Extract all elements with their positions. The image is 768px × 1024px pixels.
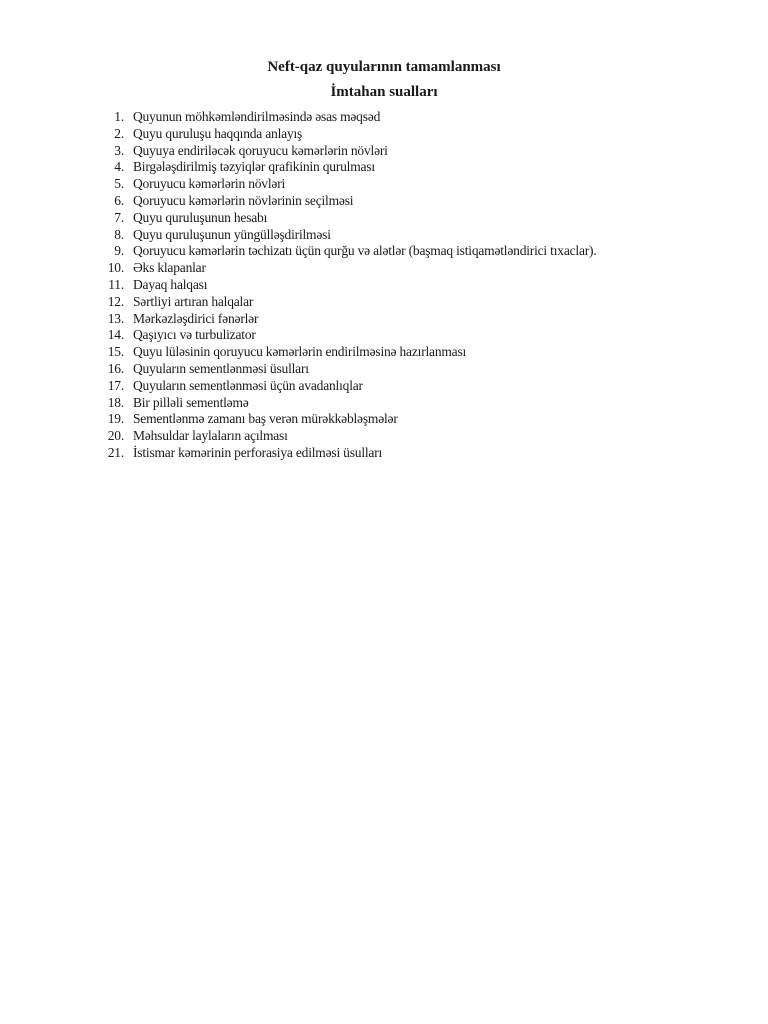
question-text: Məhsuldar laylaların açılması — [133, 428, 288, 444]
list-item — [100, 411, 740, 428]
list-item — [100, 193, 740, 210]
question-number: 13. — [107, 310, 124, 326]
question-number: 11. — [108, 276, 124, 292]
question-text: Sementlənmə zamanı baş verən mürəkkəbləşmələr — [133, 411, 398, 427]
question-number: 9. — [114, 243, 124, 259]
question-number: 21. — [107, 444, 124, 460]
list-item — [100, 344, 740, 361]
question-number: 19. — [107, 411, 124, 427]
question-text: Quyuların sementlənməsi üsulları — [133, 360, 309, 376]
list-item — [100, 176, 740, 193]
question-text: Qoruyucu kəmərlərin təchizatı üçün qurğu və alətlər (başmaq istiqamətləndirici tıxaclar). — [133, 243, 597, 259]
question-text: Qoruyucu kəmərlərin növlərinin seçilməsi — [133, 192, 354, 208]
list-item — [100, 143, 740, 160]
question-number: 4. — [114, 159, 124, 175]
list-item — [100, 327, 740, 344]
question-text: Sərtliyi artıran halqalar — [133, 293, 254, 309]
question-text: Əks klapanlar — [133, 260, 206, 276]
list-item — [100, 159, 740, 176]
question-text: Quyuların sementlənməsi üçün avadanlıqlar — [133, 377, 363, 393]
list-item — [100, 260, 740, 277]
question-text: Qaşıyıcı və turbulizator — [133, 327, 256, 343]
question-number: 3. — [114, 142, 124, 158]
document-title: Neft-qaz quyularının tamamlanması — [267, 59, 501, 75]
list-item — [100, 227, 740, 244]
question-text: Quyu quruluşunun yüngülləşdirilməsi — [133, 226, 331, 242]
question-number: 20. — [107, 428, 124, 444]
question-text: Qoruyucu kəmərlərin növləri — [133, 176, 286, 192]
question-number: 16. — [107, 360, 124, 376]
list-item — [100, 361, 740, 378]
question-list — [100, 109, 740, 462]
question-text: Mərkəzləşdirici fənərlər — [133, 310, 259, 326]
list-item — [100, 243, 740, 260]
question-number: 15. — [107, 344, 124, 360]
question-text: Quyu quruluşu haqqında anlayış — [133, 125, 303, 141]
question-text: Bir pilləli sementləmə — [133, 394, 249, 410]
list-item — [100, 126, 740, 143]
question-text: Quyu quruluşunun hesabı — [133, 209, 268, 225]
list-item — [100, 277, 740, 294]
list-item — [100, 109, 740, 126]
question-text: Quyu lüləsinin qoruyucu kəmərlərin endirilməsinə hazırlanması — [133, 344, 467, 360]
question-text: Quyuya endiriləcək qoruyucu kəmərlərin növləri — [133, 142, 388, 158]
list-item — [100, 428, 740, 445]
question-number: 1. — [114, 109, 124, 124]
question-text: Quyunun möhkəmləndirilməsində əsas məqsəd — [133, 109, 381, 124]
question-text: İstismar kəmərinin perforasiya edilməsi üsulları — [133, 444, 383, 460]
list-item — [100, 311, 740, 328]
list-item — [100, 210, 740, 227]
list-item — [100, 445, 740, 462]
question-number: 10. — [107, 260, 124, 276]
question-number: 7. — [114, 209, 124, 225]
list-item — [100, 294, 740, 311]
question-number: 5. — [114, 176, 124, 192]
question-text: Birgələşdirilmiş təzyiqlər qrafikinin qurulması — [133, 159, 375, 175]
list-item — [100, 395, 740, 412]
question-number: 8. — [114, 226, 124, 242]
question-number: 17. — [107, 377, 124, 393]
question-number: 18. — [107, 394, 124, 410]
document-subtitle: İmtahan sualları — [330, 84, 438, 100]
question-number: 12. — [107, 293, 124, 309]
list-item — [100, 378, 740, 395]
question-number: 2. — [114, 125, 124, 141]
question-text: Dayaq halqası — [133, 276, 208, 292]
question-number: 6. — [114, 192, 124, 208]
question-number: 14. — [107, 327, 124, 343]
